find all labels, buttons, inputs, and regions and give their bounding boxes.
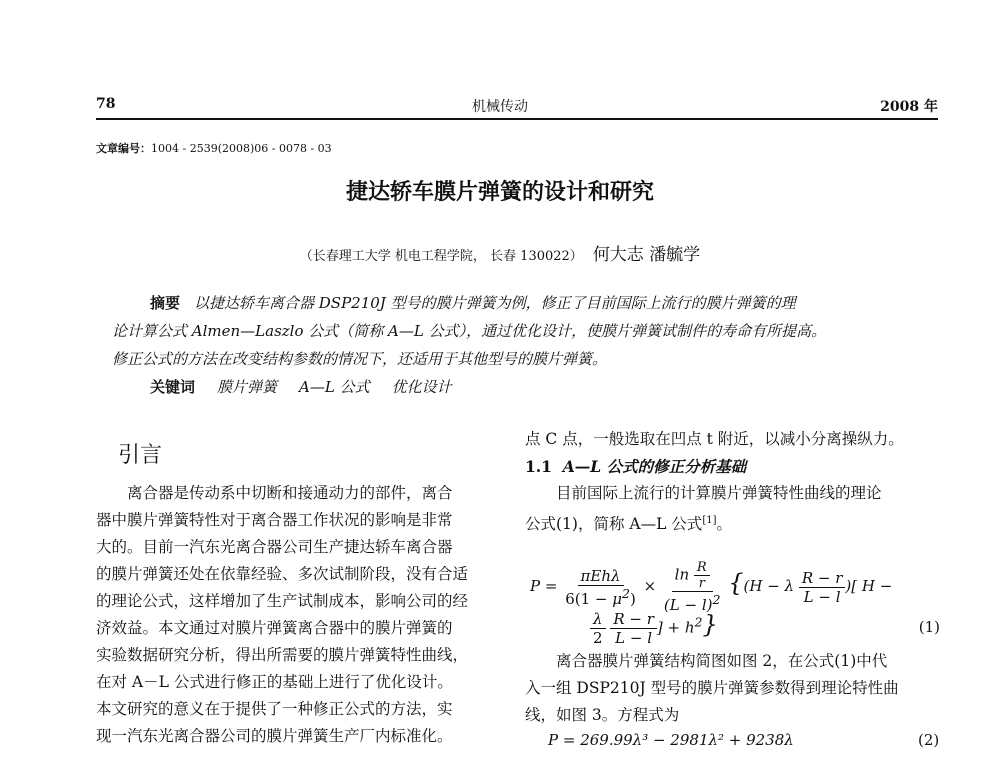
journal-year: 2008 年 [880,99,938,115]
keyword: 膜片弹簧 [217,378,278,396]
equation-number: (2) [918,731,940,749]
text-line: 在对 A－L 公式进行修正的基础上进行了优化设计。 [96,673,453,691]
section-heading-1-1: 1.1 A—L 公式的修正分析基础 [525,457,747,476]
abstract-label: 摘要 [150,294,181,312]
text-line: 离合器膜片弹簧结构简图如图 2，在公式(1)中代 [556,652,888,670]
intro-body [96,480,500,750]
formula-1: P = $\frac{\text{πEhλ}}{6(1 - \mu^2)}$ × ln $\frac{R}{r}$ $(L - l)^2$ {(H − λ $\frac{R - r}{L - l}$ )[ H − $\frac{\lambda}{2}$ $\frac{R - r}{L - l}$ ] + $h^2$} (1) [530,560,940,647]
article-number-value: 1004 - 2539(2008)06 - 0078 - 03 [151,142,332,155]
institution: （长春理工大学 机电工程学院， 长春 130022） [299,249,583,264]
text-line: 本文研究的意义在于提供了一种修正公式的方法，实 [96,700,453,718]
abstract-line-3: 修正公式的方法在改变结构参数的情况下，还适用于其他型号的膜片弹簧。 [112,350,608,368]
abstract-line-2: 论计算公式 Almen—Laszlo 公式（简称 A—L 公式），通过优化设计，使膜片弹簧试制件的寿命有所提高。 [112,322,827,340]
article-number-label: 文章编号： [96,142,151,155]
abstract-line-1: 摘要 以捷达轿车离合器 DSP210J 型号的膜片弹簧为例，修正了目前国际上流行的膜片弹簧的理 [150,294,796,312]
right-paragraph-2 [525,648,945,729]
text-line: 公式(1)，简称 A—L 公式[1]。 [525,515,732,534]
text-line: 目前国际上流行的计算膜片弹簧特性曲线的理论 [556,484,882,502]
citation: [1] [702,515,717,526]
text-line: 线，如图 3。方程式为 [525,706,680,724]
keywords-label: 关键词 [150,378,196,396]
text-line: 实验数据研究分析，得出所需要的膜片弹簧特性曲线， [96,646,469,664]
page-number: 78 [96,96,116,112]
keywords [150,374,474,400]
right-column [525,426,945,538]
authors: 何大志 潘毓学 [592,245,701,265]
text-line: 的膜片弹簧还处在依靠经验、多次试制阶段，没有合适 [96,565,469,583]
keyword: 优化设计 [391,378,452,396]
text-line: 济效益。本文通过对膜片弹簧离合器中的膜片弹簧的 [96,619,453,637]
equation-number: (1) [918,618,940,636]
text-line: 器中膜片弹簧特性对于离合器工作状况的影响是非常 [96,511,453,529]
journal-name: 机械传动 [472,99,528,115]
text-line: 离合器是传动系中切断和接通动力的部件，离合 [127,484,453,502]
text-line: 现一汽东光离合器公司的膜片弹簧生产厂内标准化。 [96,727,453,745]
equation-2: P = 269.99λ³ − 2981λ² + 9238λ [548,731,794,749]
text-line: 大的。目前一汽东光离合器公司生产捷达轿车离合器 [96,538,453,556]
section-heading-intro: 引言 [118,443,163,468]
header-rule [96,118,938,120]
text-line: 入一组 DSP210J 型号的膜片弹簧参数得到理论特性曲 [525,679,899,697]
affiliation [0,240,1000,265]
paper-title: 捷达轿车膜片弹簧的设计和研究 [345,180,654,205]
article-number [96,140,332,156]
text-line: 点 C 点，一般选取在凹点 t 附近，以减小分离操纵力。 [525,430,904,448]
keyword: A—L 公式 [299,378,370,396]
text-line: 的理论公式，这样增加了生产试制成本，影响公司的经 [96,592,469,610]
